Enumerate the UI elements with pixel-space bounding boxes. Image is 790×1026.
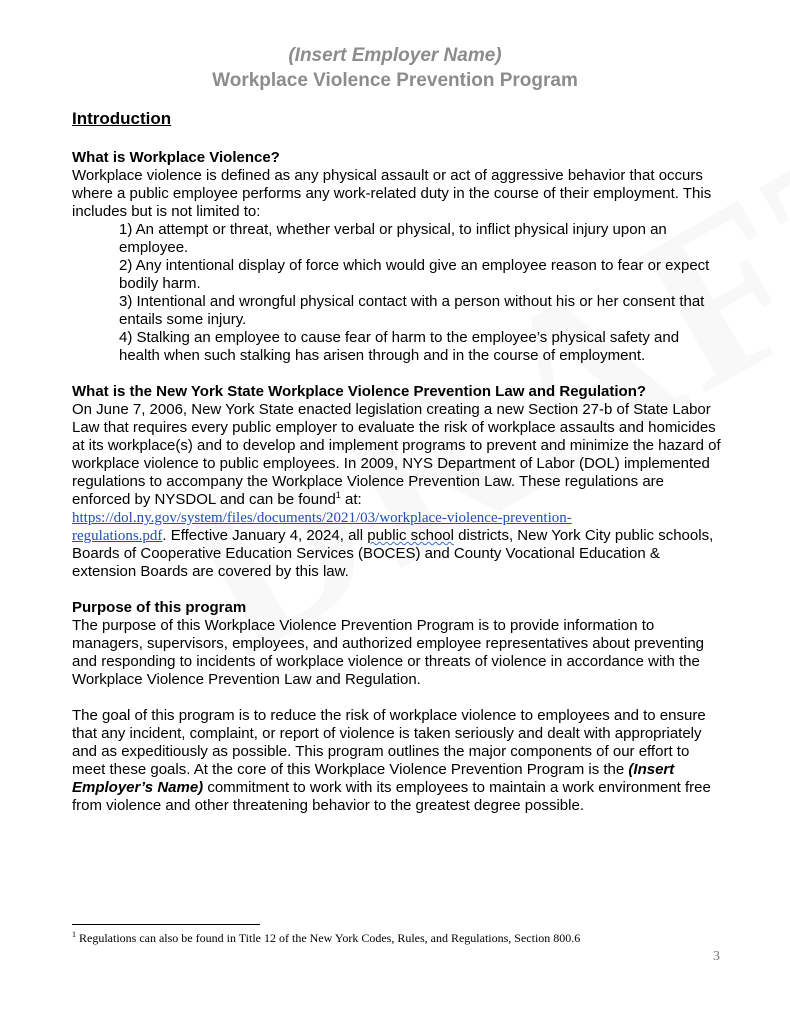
nys-law-at: at: [340, 491, 362, 508]
list-item: 4) Stalking an employee to cause fear of harm to the employee’s physical safety and health when such stalking has arisen through and in the course of employment. [119, 329, 680, 364]
subheading-purpose: Purpose of this program [72, 599, 247, 616]
list-item: 1) An attempt or threat, whether verbal or physical, to inflict physical injury upon an employee. [119, 221, 667, 256]
subheading-nys-law: What is the New York State Workplace Violence Prevention Law and Regulation? [72, 383, 647, 400]
subheading-what-is-workplace-violence: What is Workplace Violence? [72, 149, 280, 166]
paragraph-definition: Workplace violence is defined as any physical assault or act of aggressive behavior that occurs where a public employee performs any work-related duty in the course of their employment. This includes but is not limited to: [72, 167, 712, 220]
footnote [72, 931, 722, 946]
definition-list [119, 221, 722, 365]
paragraph-nys-law [72, 401, 722, 581]
paragraph-goal [72, 707, 722, 815]
grammar-flagged-text: public school [367, 527, 454, 544]
nys-law-covered-text: districts, New York City public schools, Boards of Cooperative Education Services (BOCES) and County Vocational Education & extension Boards are covered by this law. [72, 527, 714, 580]
regulations-link-line2[interactable]: regulations.pdf [72, 528, 163, 544]
goal-text: The goal of this program is to reduce the risk of workplace violence to employees and to ensure that any incident, complaint, or report of violence is taken seriously and dealt with appropriately and as expeditiously as possible. This program outlines the major components of our effort to meet these goals. At the core of this Workplace Violence Prevention Program is the [72, 707, 706, 778]
regulations-link-line1[interactable]: https://dol.ny.gov/system/files/documents/2021/03/workplace-violence-prevention- [72, 510, 572, 526]
document-title: Workplace Violence Prevention Program [212, 70, 578, 91]
goal-text-end: commitment to work with its employees to maintain a work environment free from violence and other threatening behavior to the greatest degree possible. [72, 779, 711, 814]
nys-law-effective-text: . Effective January 4, 2024, all [162, 527, 368, 544]
footnote-separator [72, 924, 260, 925]
list-item: 2) Any intentional display of force which would give an employee reason to fear or expect bodily harm. [119, 257, 710, 292]
nys-law-text: On June 7, 2006, New York State enacted legislation creating a new Section 27-b of State Labor Law that requires every public employer to evaluate the risk of workplace assaults and homicides at its workplace(s) and to develop and implement programs to prevent and minimize the hazard of workplace violence to public employees. In 2009, NYS Department of Labor (DOL) implemented regulations to accompany the Workplace Violence Prevention Law. These regulations are enforced by NYSDOL and can be found [72, 401, 721, 508]
employer-name-placeholder: (Insert Employer Name) [288, 45, 502, 66]
document-body [72, 108, 722, 815]
section-heading-introduction: Introduction [72, 109, 172, 128]
page-number: 3 [713, 949, 720, 964]
footnote-marker: 1 [72, 930, 76, 939]
document-header [0, 44, 790, 93]
paragraph-purpose: The purpose of this Workplace Violence Prevention Program is to provide information to managers, supervisors, employees, and authorized employee representatives about preventing and responding to incidents of workplace violence or threats of violence in accordance with the Workplace Violence Prevention Law and Regulation. [72, 617, 705, 688]
employer-name-emphasis: (Insert Employer’s Name) [72, 761, 675, 796]
footnote-text: Regulations can also be found in Title 12 of the New York Codes, Rules, and Regulations, Section 800.6 [76, 931, 581, 945]
list-item: 3) Intentional and wrongful physical contact with a person without his or her consent that entails some injury. [119, 293, 705, 328]
footnote-reference[interactable]: 1 [335, 490, 341, 500]
